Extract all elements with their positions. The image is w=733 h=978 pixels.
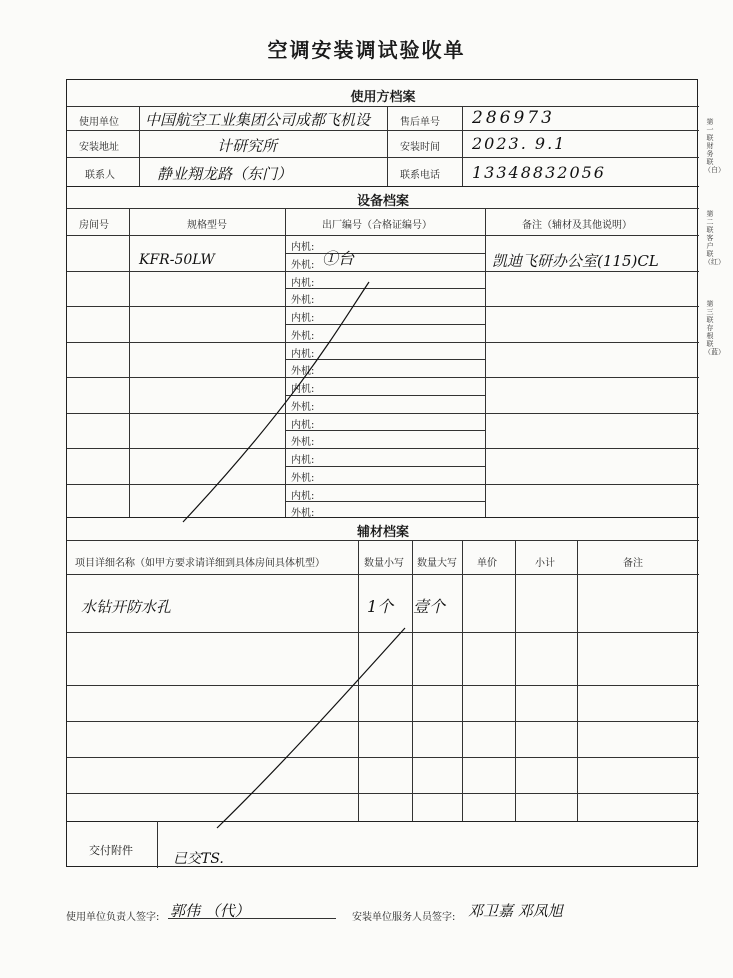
indoor-unit-label: 内机:: [291, 277, 315, 289]
mat-col-qty-small: 数量小写: [364, 558, 404, 569]
material-qty-big: 壹个: [413, 597, 446, 616]
indoor-unit-label: 内机:: [291, 455, 315, 466]
outdoor-unit-label: 外机:: [291, 508, 315, 520]
equipment-section-header: 设备档案: [356, 194, 409, 209]
address-label: 安装地址: [79, 142, 119, 153]
materials-section-header: 辅材档案: [356, 525, 409, 540]
side-note-finance: 第一联财务联（白）: [704, 118, 725, 174]
attachment-label: 交付附件: [89, 844, 133, 857]
contact-value: 静业翔龙路（东门）: [157, 165, 293, 183]
user-sign-label: 使用单位负责人签字:: [66, 912, 160, 923]
mat-col-subtotal: 小计: [535, 558, 555, 569]
outdoor-unit-label: 外机:: [291, 259, 315, 271]
unit-label: 使用单位: [79, 117, 119, 128]
indoor-unit-label: 内机:: [291, 384, 315, 395]
equip-col-model: 规格型号: [187, 220, 227, 231]
material-item-name: 水钻开防水孔: [81, 598, 172, 616]
materials-strike-line: [217, 628, 405, 828]
mat-col-name: 项目详细名称（如甲方要求请详细到具体房间具体机型）: [75, 558, 325, 569]
after-sale-value: 286973: [472, 108, 555, 128]
mat-col-price: 单价: [477, 558, 497, 569]
indoor-unit-label: 内机:: [291, 313, 315, 324]
install-time-label: 安装时间: [400, 142, 440, 153]
outdoor-unit-label: 外机:: [291, 366, 315, 378]
equip-col-serial: 出厂编号（合格证编号）: [322, 220, 432, 231]
user-section-header: 使用方档案: [350, 90, 416, 105]
acceptance-form: [66, 79, 698, 867]
side-note-customer: 第二联客户联（红）: [704, 210, 725, 266]
mat-col-remark: 备注: [623, 558, 643, 569]
side-note-stub: 第三联存根联（蓝）: [704, 300, 725, 356]
unit-value-line1: 中国航空工业集团公司成都飞机设: [145, 111, 371, 129]
user-sign-underline: [168, 918, 336, 919]
indoor-unit-label: 内机:: [291, 348, 315, 360]
remark-value: 凯迪飞研办公室(115)CL: [492, 252, 659, 270]
installer-sign-value: 邓卫嘉 邓凤旭: [468, 902, 563, 920]
indoor-unit-label: 内机:: [291, 490, 315, 502]
mat-col-qty-big: 数量大写: [417, 558, 457, 569]
phone-label: 联系电话: [400, 170, 440, 181]
contact-label: 联系人: [85, 170, 115, 181]
installer-sign-label: 安装单位服务人员签字:: [352, 912, 456, 923]
form-title: 空调安装调试验收单: [267, 38, 466, 62]
outdoor-unit-label: 外机:: [291, 330, 315, 342]
outdoor-unit-label: 外机:: [291, 437, 315, 449]
install-time-value: 2023. 9.1: [472, 134, 567, 153]
model-value: KFR-50LW: [139, 252, 215, 268]
strike-lines: [67, 80, 699, 868]
equip-col-room: 房间号: [79, 220, 109, 231]
indoor-unit-label: 内机:: [291, 242, 315, 253]
outdoor-unit-label: 外机:: [291, 295, 315, 307]
outdoor-unit-label: 外机:: [291, 401, 315, 413]
outdoor-unit-label: 外机:: [291, 472, 315, 484]
equip-col-remark: 备注（辅材及其他说明）: [522, 220, 632, 231]
after-sale-label: 售后单号: [400, 117, 440, 128]
user-sign-value: 郭伟 （代）: [170, 902, 250, 920]
serial-value: ①台: [322, 249, 355, 268]
attachment-value: 已交TS.: [173, 851, 224, 867]
phone-value: 13348832056: [472, 163, 606, 182]
indoor-unit-label: 内机:: [291, 419, 315, 431]
material-qty-small: 1个: [367, 597, 394, 616]
equipment-strike-line: [183, 282, 369, 522]
unit-value-line2: 计研究所: [217, 137, 278, 155]
